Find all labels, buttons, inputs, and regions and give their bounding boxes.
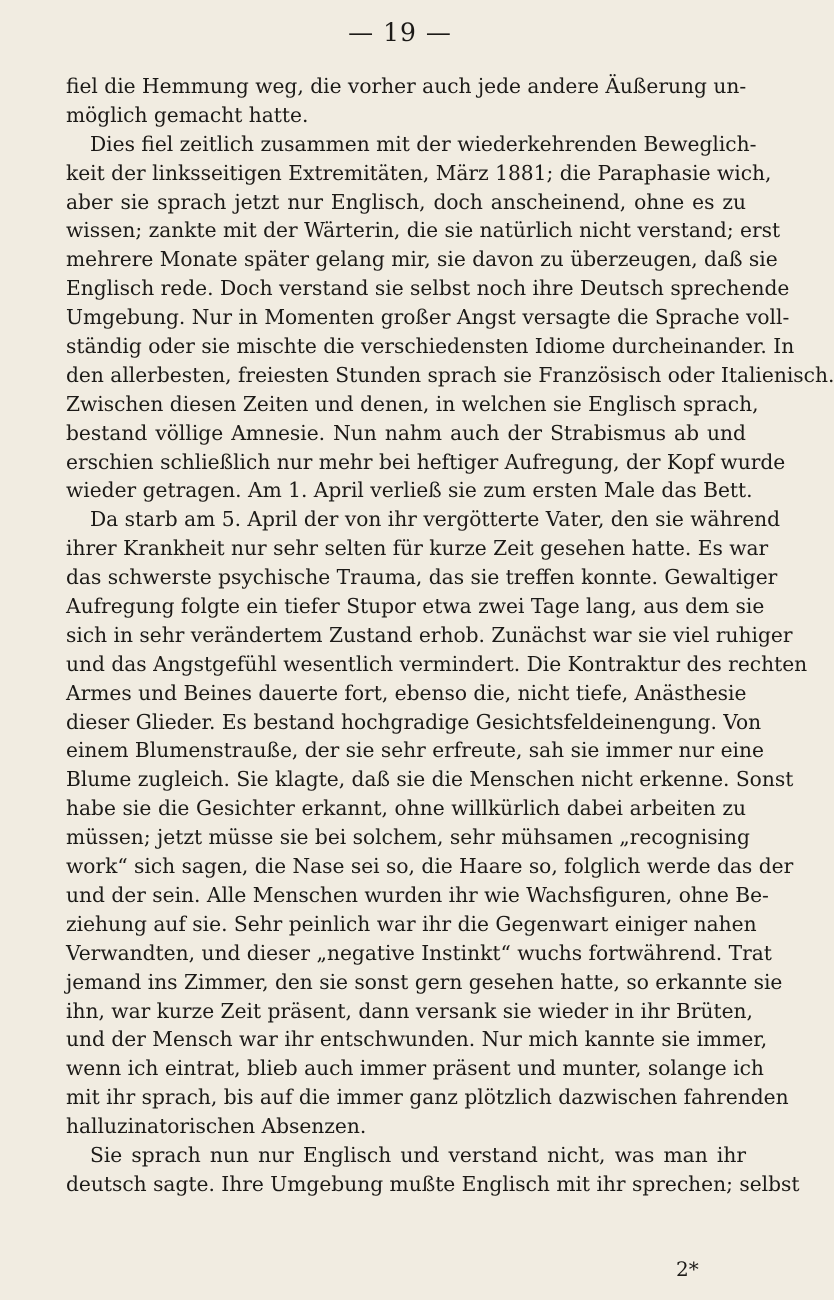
text-line: Dies fiel zeitlich zusammen mit der wiederkehrenden Beweglich- (90, 131, 757, 156)
text-line: Sie sprach nun nur Englisch und verstand nicht, was man ihr (90, 1142, 746, 1167)
text-line: wieder getragen. Am 1. April verließ sie zum ersten Male das Bett. (66, 478, 753, 503)
text-line: wenn ich eintrat, blieb auch immer präsent und munter, solange ich (66, 1056, 764, 1081)
text-line: und das Angstgefühl wesentlich vermindert. Die Kontraktur des rechten (66, 651, 808, 676)
text-line: ständig oder sie mischte die verschiedensten Idiome durcheinander. In (66, 334, 795, 359)
text-line: Zwischen diesen Zeiten und denen, in welchen sie Englisch sprach, (66, 391, 759, 416)
text-line: mit ihr sprach, bis auf die immer ganz plötzlich dazwischen fahrenden (66, 1085, 789, 1110)
text-line: Aufregung folgte ein tiefer Stupor etwa zwei Tage lang, aus dem sie (66, 594, 765, 619)
text-line: ziehung auf sie. Sehr peinlich war ihr die Gegenwart einiger nahen (66, 911, 757, 936)
text-line: einem Blumenstrauße, der sie sehr erfreute, sah sie immer nur eine (66, 738, 764, 763)
text-line: möglich gemacht hatte. (66, 102, 309, 127)
text-line: mehrere Monate später gelang mir, sie davon zu überzeugen, daß sie (66, 247, 778, 272)
text-line: keit der linksseitigen Extremitäten, März 1881; die Paraphasie wich, (66, 160, 772, 185)
text-line: den allerbesten, freiesten Stunden sprach sie Französisch oder Italienisch. (66, 362, 834, 387)
text-line: work“ sich sagen, die Nase sei so, die Haare so, folglich werde das der (66, 854, 794, 879)
text-line: wissen; zankte mit der Wärterin, die sie natürlich nicht verstand; erst (66, 218, 781, 243)
page-number: — 19 — (348, 18, 452, 47)
text-line: müssen; jetzt müsse sie bei solchem, sehr mühsamen „recognising (66, 825, 750, 850)
text-line: Armes und Beines dauerte fort, ebenso die, nicht tiefe, Anästhesie (66, 680, 747, 705)
text-line: Umgebung. Nur in Momenten großer Angst versagte die Sprache voll- (66, 305, 790, 330)
signature-mark: 2* (676, 1257, 699, 1281)
text-line: Englisch rede. Doch verstand sie selbst noch ihre Deutsch sprechende (66, 276, 790, 301)
text-line: ihn, war kurze Zeit präsent, dann versank sie wieder in ihr Brüten, (66, 998, 753, 1023)
text-line: Verwandten, und dieser „negative Instinkt“ wuchs fortwährend. Trat (66, 940, 772, 965)
text-line: Blume zugleich. Sie klagte, daß sie die Menschen nicht erkenne. Sonst (66, 767, 794, 792)
text-line: halluzinatorischen Absenzen. (66, 1114, 367, 1139)
text-line: deutsch sagte. Ihre Umgebung mußte Englisch mit ihr sprechen; selbst (66, 1171, 800, 1196)
text-line: erschien schließlich nur mehr bei heftiger Aufregung, der Kopf wurde (66, 449, 786, 474)
text-line: ihrer Krankheit nur sehr selten für kurze Zeit gesehen hatte. Es war (66, 536, 769, 561)
text-line: sich in sehr verändertem Zustand erhob. Zunächst war sie viel ruhiger (66, 622, 793, 647)
text-line: dieser Glieder. Es bestand hochgradige Gesichtsfeldeinengung. Von (66, 709, 762, 734)
text-line: bestand völlige Amnesie. Nun nahm auch der Strabismus ab und (66, 420, 746, 445)
text-line: und der sein. Alle Menschen wurden ihr wie Wachsfiguren, ohne Be- (66, 882, 769, 907)
text-line: und der Mensch war ihr entschwunden. Nur mich kannte sie immer, (66, 1027, 768, 1052)
text-line: Da starb am 5. April der von ihr vergötterte Vater, den sie während (90, 507, 781, 532)
text-line: habe sie die Gesichter erkannt, ohne willkürlich dabei arbeiten zu (66, 796, 746, 821)
body-text (66, 72, 834, 1199)
text-line: aber sie sprach jetzt nur Englisch, doch anscheinend, ohne es zu (66, 189, 746, 214)
text-line: jemand ins Zimmer, den sie sonst gern gesehen hatte, so erkannte sie (66, 969, 783, 994)
text-line: fiel die Hemmung weg, die vorher auch jede andere Äußerung un- (66, 74, 747, 98)
text-line: das schwerste psychische Trauma, das sie treffen konnte. Gewaltiger (66, 565, 778, 590)
